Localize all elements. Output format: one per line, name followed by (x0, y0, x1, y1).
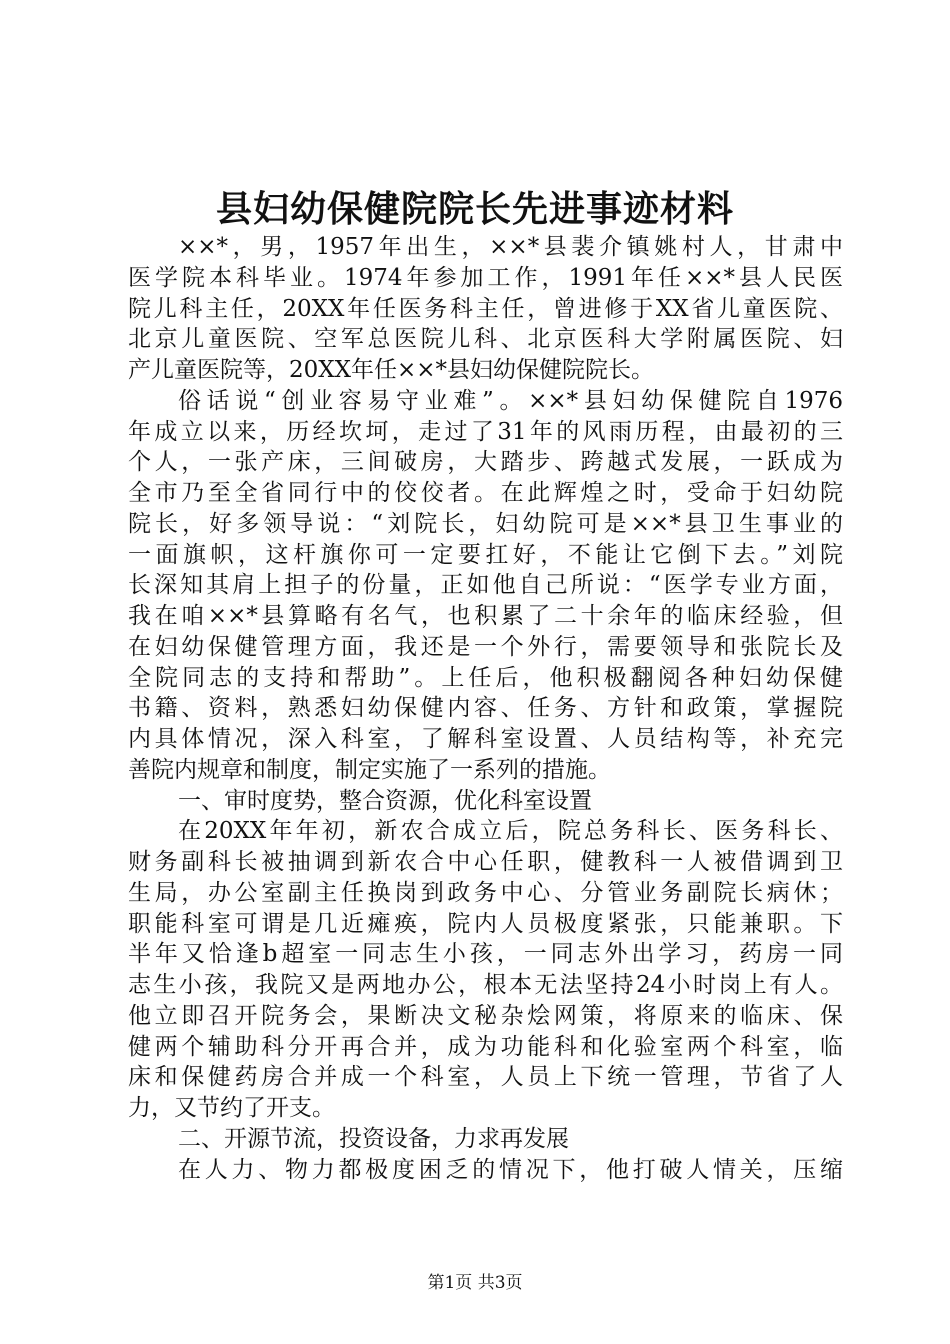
text-line: 健两个辅助科分开再合并，成为功能科和化验室两个科室，临 (128, 1033, 843, 1060)
text-line: 生局，办公室副主任换岗到政务中心、分管业务副院长病休； (128, 879, 843, 906)
text-line: 全院同志的支持和帮助”。上任后，他积极翻阅各种妇幼保健 (128, 664, 843, 691)
text-line: 个人，一张产床，三间破房，大踏步、跨越式发展，一跃成为 (128, 449, 843, 476)
text-line: 俗话说“创业容易守业难”。××*县妇幼保健院自1976 (178, 387, 843, 414)
document-title: 县妇幼保健院院长先进事迹材料 (215, 188, 734, 230)
text-line: 在20XX年年初，新农合成立后，院总务科长、医务科长、 (178, 818, 843, 845)
text-line: 财务副科长被抽调到新农合中心任职，健教科一人被借调到卫 (128, 849, 843, 875)
document-body (128, 232, 843, 1185)
text-line: 我在咱××*县算略有名气，也积累了二十余年的临床经验，但 (128, 603, 843, 629)
page-footer: 第1页 共3页 (427, 1273, 523, 1293)
text-line: 他立即召开院务会，果断决文秘杂烩网策，将原来的临床、保 (128, 1002, 843, 1029)
text-line: 职能科室可谓是几近瘫痪，院内人员极度紧张，只能兼职。下 (128, 910, 843, 937)
text-line: 院长，好多领导说：“刘院长，妇幼院可是××*县卫生事业的 (128, 510, 843, 537)
text-line: 志生小孩，我院又是两地办公，根本无法坚持24小时岗上有人。 (128, 972, 843, 998)
text-line: 一、审时度势，整合资源，优化科室设置 (178, 787, 592, 814)
text-line: 善院内规章和制度，制定实施了一系列的措施。 (128, 756, 611, 783)
text-line: 产儿童医院等，20XX年任××*县妇幼保健院院长。 (128, 357, 655, 383)
text-line: 半年又恰逢b超室一同志生小孩，一同志外出学习，药房一同 (128, 941, 843, 968)
text-line: 年成立以来，历经坎坷，走过了31年的风雨历程，由最初的三 (128, 418, 843, 445)
text-line: 床和保健药房合并成一个科室，人员上下统一管理，节省了人 (128, 1064, 843, 1091)
text-line: 书籍、资料，熟悉妇幼保健内容、任务、方针和政策，掌握院 (128, 695, 843, 722)
text-line: 一面旗帜，这杆旗你可一定要扛好，不能让它倒下去。”刘院 (128, 541, 843, 568)
text-line: 院儿科主任，20XX年任医务科主任，曾进修于XX省儿童医院、 (128, 295, 843, 322)
text-line: 医学院本科毕业。1974年参加工作，1991年任××*县人民医 (128, 264, 843, 291)
text-line: 力，又节约了开支。 (128, 1095, 335, 1121)
text-line: 长深知其肩上担子的份量，正如他自己所说：“医学专业方面， (128, 572, 843, 599)
text-line: 全市乃至全省同行中的佼佼者。在此辉煌之时，受命于妇幼院 (128, 480, 843, 506)
text-line: 北京儿童医院、空军总医院儿科、北京医科大学附属医院、妇 (128, 326, 843, 353)
text-line: ××*，男，1957年出生，××*县裴介镇姚村人，甘肃中 (178, 234, 843, 260)
text-line: 二、开源节流，投资设备，力求再发展 (178, 1125, 569, 1152)
text-line: 在妇幼保健管理方面，我还是一个外行，需要领导和张院长及 (128, 633, 843, 660)
text-line: 在人力、物力都极度困乏的情况下，他打破人情关，压缩 (178, 1156, 843, 1183)
text-line: 内具体情况，深入科室，了解科室设置、人员结构等，补充完 (128, 726, 843, 752)
